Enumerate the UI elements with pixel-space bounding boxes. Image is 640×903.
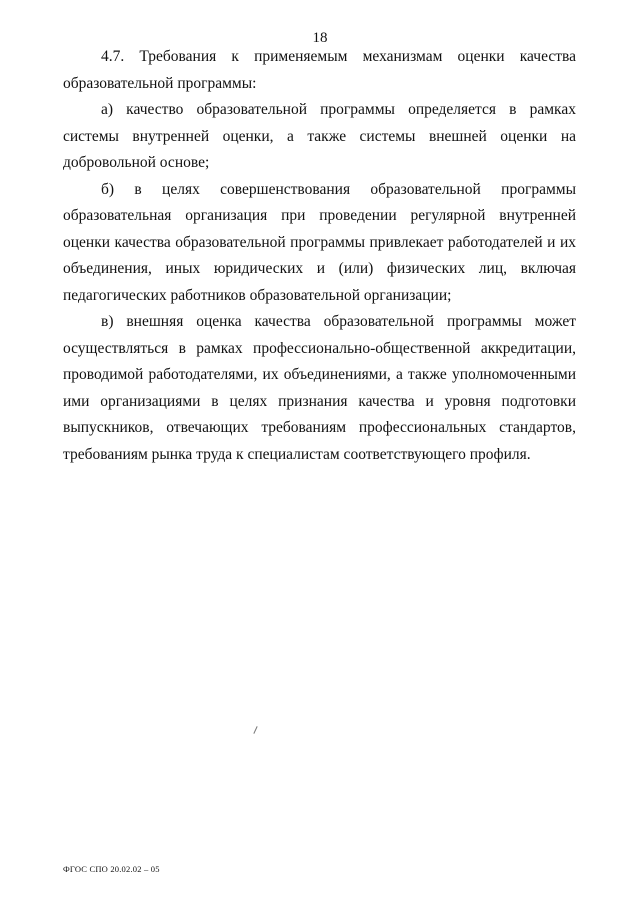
paragraph-v: в) внешняя оценка качества образовательной программы может осуществляться в рамках профессионально-общественной аккредитации, проводимой работодателями, их объединениями, а также уполномоченными ими организациями в целях признания качества и уровня подготовки выпускников, отвечающих требованиям профессиональных стандартов, требованиям рынка труда к специалистам соответствующего профиля. xyxy=(63,313,576,463)
paragraph-a: а) качество образовательной программы определяется в рамках системы внутренней оценки, а также системы внешней оценки на добровольной основе; xyxy=(63,101,576,171)
scan-mark xyxy=(253,726,257,734)
document-body xyxy=(63,44,576,468)
page-number: 18 xyxy=(312,30,328,46)
section-4-7-heading: 4.7. Требования к применяемым механизмам оценки качества образовательной программы: xyxy=(63,48,576,92)
paragraph-b: б) в целях совершенствования образовательной программы образовательная организация при проведении регулярной внутренней оценки качества образовательной программы привлекает работодателей и их объединения, иных юридических и (или) физических лиц, включая педагогических работников образовательной организации; xyxy=(63,180,576,304)
footer-standard-code: ФГОС СПО 20.02.02 – 05 xyxy=(63,864,160,874)
